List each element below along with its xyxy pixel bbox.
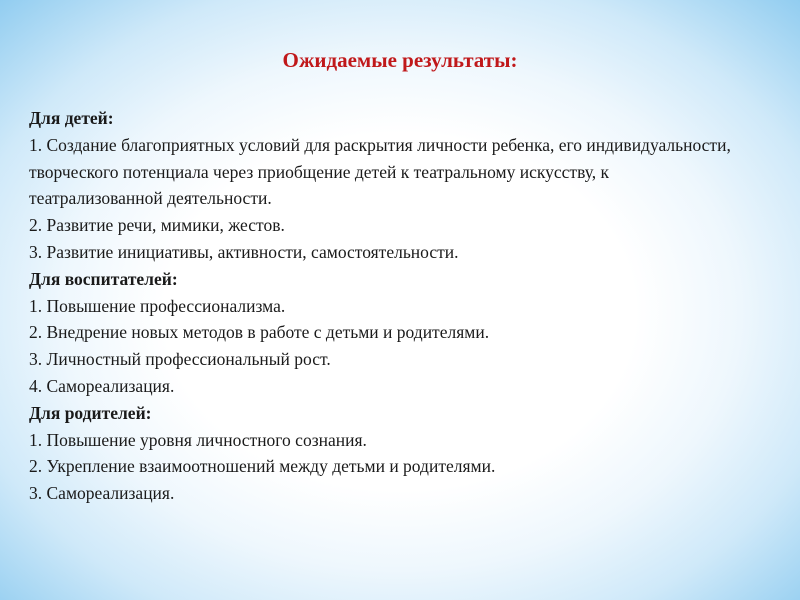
list-item: 3. Развитие инициативы, активности, самостоятельности. (29, 241, 459, 262)
list-item: 1. Создание благоприятных условий для раскрытия личности ребенка, его индивидуальности, творческого потенциала через приобщение детей к театральному искусству, к театрализованной деятельности. (29, 134, 731, 209)
list-item: 1. Повышение уровня личностного сознания. (29, 429, 367, 450)
list-item: 3. Самореализация. (29, 483, 175, 504)
section-parents (29, 400, 769, 507)
list-item: 2. Внедрение новых методов в работе с детьми и родителями. (29, 322, 490, 343)
list-item: 4. Самореализация. (29, 375, 175, 396)
list-item: 2. Укрепление взаимоотношений между детьми и родителями. (29, 456, 496, 477)
slide-body (29, 105, 769, 507)
section-children (29, 105, 769, 266)
section-heading: Для детей: (29, 108, 114, 128)
section-heading: Для воспитателей: (29, 268, 178, 289)
section-heading: Для родителей: (29, 402, 152, 423)
list-item: 3. Личностный профессиональный рост. (29, 349, 331, 370)
list-item: 1. Повышение профессионализма. (29, 295, 286, 316)
section-teachers (29, 266, 769, 400)
list-item: 2. Развитие речи, мимики, жестов. (29, 215, 285, 236)
slide-title: Ожидаемые результаты: (282, 48, 518, 72)
